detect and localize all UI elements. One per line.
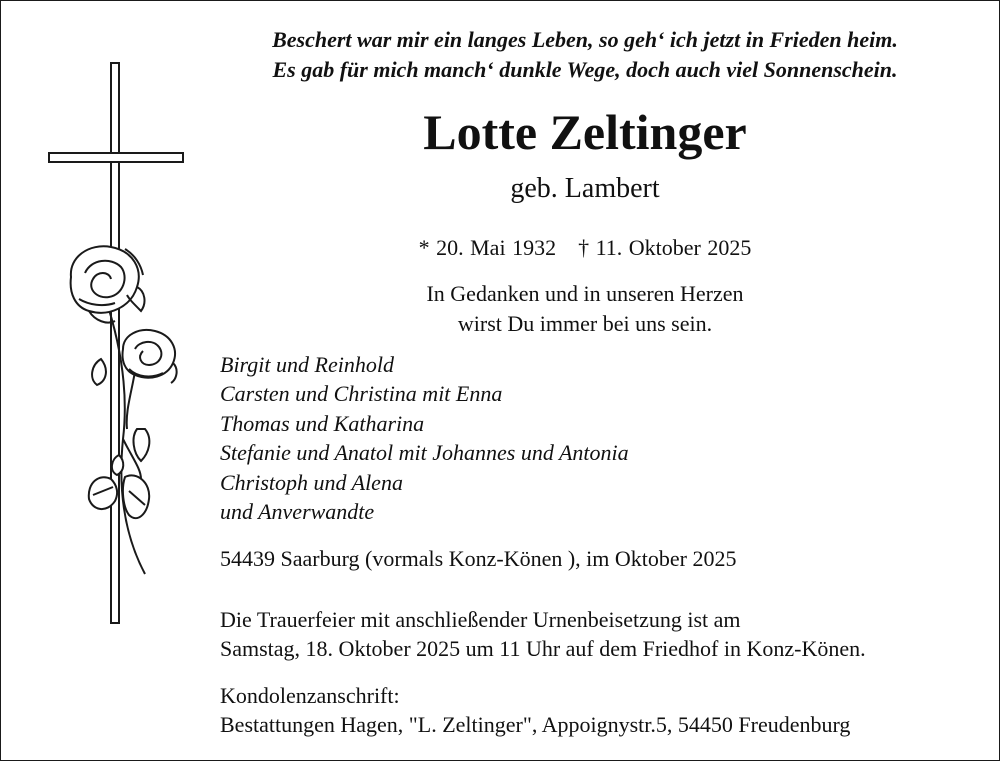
mourners-list [220, 350, 629, 526]
place-and-date: 54439 Saarburg (vormals Konz-Könen ), im Oktober 2025 [220, 546, 737, 571]
motto-line-1: Beschert war mir ein langes Leben, so geh‘ ich jetzt in Frieden heim. [272, 27, 898, 52]
condolence-address: Bestattungen Hagen, "L. Zeltinger", Appoignystr.5, 54450 Freudenburg [220, 712, 851, 737]
service-info-line-2: Samstag, 18. Oktober 2025 um 11 Uhr auf dem Friedhof in Konz-Könen. [220, 636, 866, 661]
motto-line-2: Es gab für mich manch‘ dunkle Wege, doch auch viel Sonnenschein. [272, 57, 898, 82]
deceased-name: Lotte Zeltinger [423, 104, 747, 160]
maiden-name: geb. Lambert [510, 173, 660, 204]
mourner-entry: und Anverwandte [220, 499, 375, 525]
death-date: † 11. Oktober 2025 [578, 235, 752, 260]
service-info-line-1: Die Trauerfeier mit anschließender Urnenbeisetzung ist am [220, 607, 741, 632]
verse-line-2: wirst Du immer bei uns sein. [457, 311, 713, 336]
mourner-entry: Thomas und Katharina [220, 410, 425, 436]
verse-line-1: In Gedanken und in unseren Herzen [426, 281, 744, 306]
birth-date: * 20. Mai 1932 [418, 235, 557, 260]
mourner-entry: Birgit und Reinhold [220, 352, 394, 377]
life-dates [211, 233, 959, 263]
mourner-entry: Christoph und Alena [220, 469, 403, 495]
mourner-entry: Stefanie und Anatol mit Johannes und Antonia [220, 440, 629, 466]
mourner-entry: Carsten und Christina mit Enna [220, 381, 503, 407]
condolence-label: Kondolenzanschrift: [220, 683, 400, 708]
cross-with-roses-icon [41, 59, 201, 629]
